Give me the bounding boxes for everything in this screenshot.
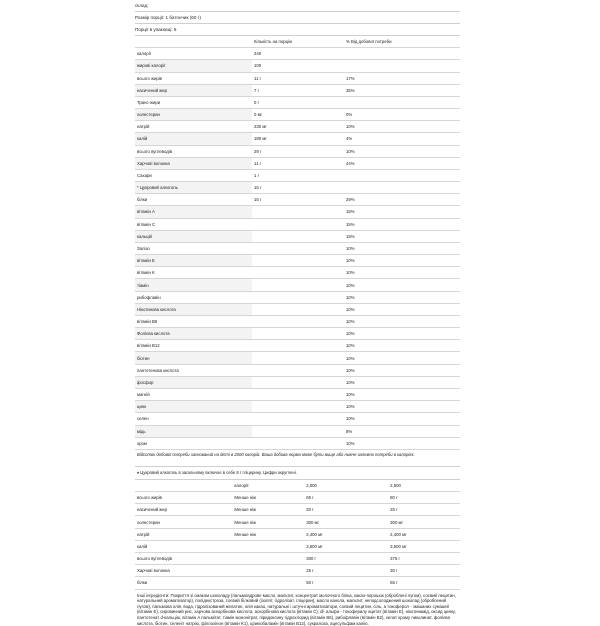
nutrient-daily-value: 10%: [344, 279, 460, 291]
dv-2000-value: 300 г: [304, 552, 388, 564]
nutrient-amount: [252, 291, 344, 303]
dv-qualifier: [232, 552, 304, 564]
nutrient-name: кальцій: [135, 230, 252, 242]
dv-2500-value: 300 мг: [388, 516, 460, 528]
nutrient-amount: 7 г: [252, 84, 344, 96]
nutrient-daily-value: 10%: [344, 364, 460, 376]
ingredients-label: Інші інгредієнти:: [137, 592, 170, 598]
nutrient-daily-value: 29%: [344, 194, 460, 206]
nutrient-row: [135, 242, 460, 254]
nutrient-amount: 1 г: [252, 169, 344, 181]
nutrient-amount: [252, 364, 344, 376]
nutrient-name: холестерин: [135, 109, 252, 121]
nutrient-amount: [252, 315, 344, 327]
nutrient-amount: [252, 401, 344, 413]
nutrient-name: цинк: [135, 401, 252, 413]
nutrient-amount: 240: [252, 48, 344, 60]
nutrient-amount: [252, 242, 344, 254]
nutrient-daily-value: 10%: [344, 340, 460, 352]
nutrient-daily-value: 4%: [344, 133, 460, 145]
nutrient-row: [135, 279, 460, 291]
dv-qualifier: Менше ніж: [232, 492, 304, 504]
nutrient-name: Залізо: [135, 242, 252, 254]
nutrient-row: [135, 72, 460, 84]
nutrient-daily-value: 44%: [344, 157, 460, 169]
nutrient-name: натрій: [135, 121, 252, 133]
nutrient-amount: [252, 279, 344, 291]
dv-qualifier: [232, 565, 304, 577]
nutrient-daily-value: 35%: [344, 84, 460, 96]
daily-value-row: [135, 528, 460, 540]
nutrient-daily-value: 17%: [344, 72, 460, 84]
nutrient-amount: 230 мг: [252, 121, 344, 133]
daily-value-row: [135, 540, 460, 552]
dv-2500-value: 2,400 мг: [388, 528, 460, 540]
dv-qualifier: [232, 577, 304, 589]
nutrient-daily-value: [344, 182, 460, 194]
daily-value-row: [135, 516, 460, 528]
daily-value-row: [135, 552, 460, 564]
nutrient-amount: 100: [252, 60, 344, 72]
dv-2000-value: 25 г: [304, 565, 388, 577]
daily-value-footnote: Відсоток добової потреби заснований на дієті в 2000 калорій. Ваша добова норма може бути вище або нижче залежно потреби в калоріях.: [137, 451, 415, 457]
ingredients-text: [135, 590, 460, 626]
nutrient-name: вітамін B12: [135, 340, 252, 352]
dv-2000-value: 2,400 мг: [304, 528, 388, 540]
nutrient-row: [135, 401, 460, 413]
nutrient-row: [135, 145, 460, 157]
dv-header-2500: 2,500: [388, 480, 460, 492]
nutrient-name: всього вуглеводів: [135, 145, 252, 157]
column-header-amount: Кількість на порцію: [252, 36, 344, 48]
dv-header-calories: калорії:: [232, 480, 304, 492]
nutrient-amount: 15 г: [252, 182, 344, 194]
serving-size: Розмір порції: 1 батончик (60 г): [135, 14, 201, 20]
nutrient-daily-value: [344, 169, 460, 181]
nutrient-amount: 0 г: [252, 96, 344, 108]
nutrient-row: [135, 315, 460, 327]
nutrient-amount: 11 г: [252, 157, 344, 169]
nutrient-amount: [252, 352, 344, 364]
dv-nutrient: білки: [135, 577, 232, 589]
nutrient-name: Харчові волокна: [135, 157, 252, 169]
nutrient-row: [135, 206, 460, 218]
nutrient-name: мідь: [135, 425, 252, 437]
nutrient-daily-value: 10%: [344, 328, 460, 340]
dv-2000-value: 50 г: [304, 577, 388, 589]
nutrient-daily-value: 15%: [344, 218, 460, 230]
nutrient-row: [135, 109, 460, 121]
nutrient-daily-value: 10%: [344, 437, 460, 449]
daily-value-row: [135, 492, 460, 504]
column-header-daily-value: % Від добової потреби: [344, 36, 460, 48]
nutrient-daily-value: [344, 96, 460, 108]
nutrient-row: [135, 413, 460, 425]
nutrient-name: насичений жир: [135, 84, 252, 96]
nutrient-row: [135, 291, 460, 303]
nutrient-row: [135, 376, 460, 388]
nutrient-name: * Цукровий алкоголь: [135, 182, 252, 194]
nutrition-table: [135, 36, 460, 450]
dv-nutrient: насичений жир: [135, 504, 232, 516]
nutrient-daily-value: 10%: [344, 388, 460, 400]
dv-nutrient: холестерин: [135, 516, 232, 528]
dv-qualifier: Менше ніж: [232, 528, 304, 540]
nutrient-row: [135, 437, 460, 449]
nutrient-row: [135, 60, 460, 72]
nutrient-row: [135, 96, 460, 108]
column-header: [135, 36, 252, 48]
dv-nutrient: калій: [135, 540, 232, 552]
nutrient-name: білки: [135, 194, 252, 206]
nutrient-amount: 29 г: [252, 145, 344, 157]
nutrient-row: [135, 182, 460, 194]
nutrient-amount: [252, 388, 344, 400]
servings-per-package: Порції в упаковці: 5: [135, 26, 177, 32]
nutrient-daily-value: 15%: [344, 206, 460, 218]
ingredients-list: Покриття зі смаком шоколаду (пальмоядрове масло, мальтит, концентрат молочного білка, какао-порошок (оброблені лугом), соєвий лецитин, натуральний ароматизатор), полідекстроза, соєвий білковий (ізолят, гідролізат, гліцерин), масло канола, мальтит, неподсолоджений шоколад (оброблений лугом), пальмова олія, вода, гідролізований желатин, олія какао, натуральні і штучні ароматизатори, соєвий лецитин, сіль, а токоферол - змішаних сумішей (вітамін Е), сировинний рис, харчова аскорбінова кислота, аскорбінова кислота (вітамін С), dl- альфа - токоферилу ацетат (вітамін Е), нікотинамід, оксид цинку, пантотенат d-кальцію, вітамін A пальмітат, тіамін мононітрат, піридоксину гідрохлорид (вітамін B6), рибофлавін (вітамін B2), хелат хрому пиколинат, фолієва кислота, біотин, селеніт натрію, філлохінон (вітамін K1), ціанкобаламін (вітамін B12), сукралоза, ацесульфам калію.: [137, 592, 456, 626]
dv-nutrient: всього жирів: [135, 492, 232, 504]
nutrient-amount: [252, 376, 344, 388]
nutrient-daily-value: 10%: [344, 291, 460, 303]
nutrition-table-header: [135, 36, 460, 48]
nutrient-daily-value: [344, 48, 460, 60]
dv-2000-value: 65 г: [304, 492, 388, 504]
nutrient-daily-value: 10%: [344, 255, 460, 267]
nutrition-label: [135, 0, 460, 626]
nutrient-name: селен: [135, 413, 252, 425]
nutrient-daily-value: 10%: [344, 401, 460, 413]
nutrient-daily-value: 0%: [344, 109, 460, 121]
dv-2500-value: 80 г: [388, 492, 460, 504]
nutrient-name: Нікотинова кислота: [135, 303, 252, 315]
nutrient-name: вітамін B6: [135, 315, 252, 327]
nutrient-daily-value: 8%: [344, 425, 460, 437]
nutrient-amount: [252, 413, 344, 425]
nutrient-name: вітамін A: [135, 206, 252, 218]
nutrient-row: [135, 133, 460, 145]
nutrient-amount: [252, 340, 344, 352]
nutrient-row: [135, 169, 460, 181]
daily-values-table: [135, 480, 460, 590]
nutrient-row: [135, 84, 460, 96]
nutrient-name: вітамін C: [135, 218, 252, 230]
nutrient-name: Фолієва кислота: [135, 328, 252, 340]
nutrient-amount: [252, 230, 344, 242]
nutrient-name: калій: [135, 133, 252, 145]
nutrient-amount: [252, 425, 344, 437]
nutrient-name: вітамін E: [135, 255, 252, 267]
nutrient-name: жирові калорії: [135, 60, 252, 72]
dv-2500-value: 375 г: [388, 552, 460, 564]
nutrient-amount: [252, 328, 344, 340]
nutrient-name: всього жирів: [135, 72, 252, 84]
nutrient-amount: [252, 267, 344, 279]
dv-header-cell: [135, 480, 232, 492]
sugar-alcohol-footnote: ♦ Цукровий алкоголь в загальному включає в себе 8 г гліцерину. Цифри округлені.: [137, 469, 297, 475]
nutrient-amount: 0 мг: [252, 109, 344, 121]
nutrient-name: тіамін: [135, 279, 252, 291]
nutrient-row: [135, 352, 460, 364]
nutrient-daily-value: 10%: [344, 376, 460, 388]
daily-value-row: [135, 577, 460, 589]
nutrient-name: вітамін K: [135, 267, 252, 279]
nutrient-name: хром: [135, 437, 252, 449]
nutrient-name: Сахари: [135, 169, 252, 181]
nutrient-daily-value: 10%: [344, 315, 460, 327]
nutrient-amount: 15 г: [252, 194, 344, 206]
dv-2500-value: 65 г: [388, 577, 460, 589]
nutrient-row: [135, 328, 460, 340]
nutrient-name: фосфор: [135, 376, 252, 388]
nutrient-row: [135, 340, 460, 352]
nutrient-name: калорії: [135, 48, 252, 60]
daily-values-header: [135, 480, 460, 492]
nutrient-row: [135, 121, 460, 133]
dv-2500-value: 30 г: [388, 565, 460, 577]
nutrient-name: біотин: [135, 352, 252, 364]
nutrient-row: [135, 303, 460, 315]
nutrient-daily-value: 10%: [344, 145, 460, 157]
nutrient-amount: [252, 437, 344, 449]
dv-2500-value: 25 г: [388, 504, 460, 516]
nutrient-row: [135, 425, 460, 437]
daily-value-row: [135, 504, 460, 516]
nutrient-row: [135, 218, 460, 230]
nutrient-amount: 180 мг: [252, 133, 344, 145]
nutrient-daily-value: 10%: [344, 413, 460, 425]
nutrient-row: [135, 157, 460, 169]
nutrient-daily-value: [344, 60, 460, 72]
dv-qualifier: Менше ніж: [232, 504, 304, 516]
dv-nutrient: Харчові волокна: [135, 565, 232, 577]
daily-value-row: [135, 565, 460, 577]
nutrient-name: магній: [135, 388, 252, 400]
nutrient-daily-value: 10%: [344, 242, 460, 254]
nutrient-amount: 11 г: [252, 72, 344, 84]
dv-2500-value: 3,500 мг: [388, 540, 460, 552]
nutrient-name: Транс-жири: [135, 96, 252, 108]
nutrient-daily-value: 15%: [344, 230, 460, 242]
nutrient-name: пантотенова кислота: [135, 364, 252, 376]
composition-label: склад:: [135, 2, 149, 8]
dv-2000-value: 300 мг: [304, 516, 388, 528]
dv-nutrient: всього вуглеводів: [135, 552, 232, 564]
nutrient-row: [135, 255, 460, 267]
nutrient-row: [135, 388, 460, 400]
nutrient-amount: [252, 255, 344, 267]
nutrient-row: [135, 194, 460, 206]
dv-2000-value: 20 г: [304, 504, 388, 516]
dv-nutrient: натрій: [135, 528, 232, 540]
nutrient-daily-value: 10%: [344, 267, 460, 279]
nutrient-daily-value: 10%: [344, 121, 460, 133]
dv-qualifier: Менше ніж: [232, 516, 304, 528]
nutrient-row: [135, 364, 460, 376]
nutrient-row: [135, 230, 460, 242]
nutrient-amount: [252, 206, 344, 218]
nutrient-amount: [252, 218, 344, 230]
dv-header-2000: 2,000: [304, 480, 388, 492]
nutrient-row: [135, 48, 460, 60]
nutrient-row: [135, 267, 460, 279]
nutrient-daily-value: 10%: [344, 303, 460, 315]
nutrient-daily-value: 10%: [344, 352, 460, 364]
nutrient-amount: [252, 303, 344, 315]
dv-2000-value: 3,500 мг: [304, 540, 388, 552]
dv-qualifier: [232, 540, 304, 552]
nutrient-name: рибофлавін: [135, 291, 252, 303]
